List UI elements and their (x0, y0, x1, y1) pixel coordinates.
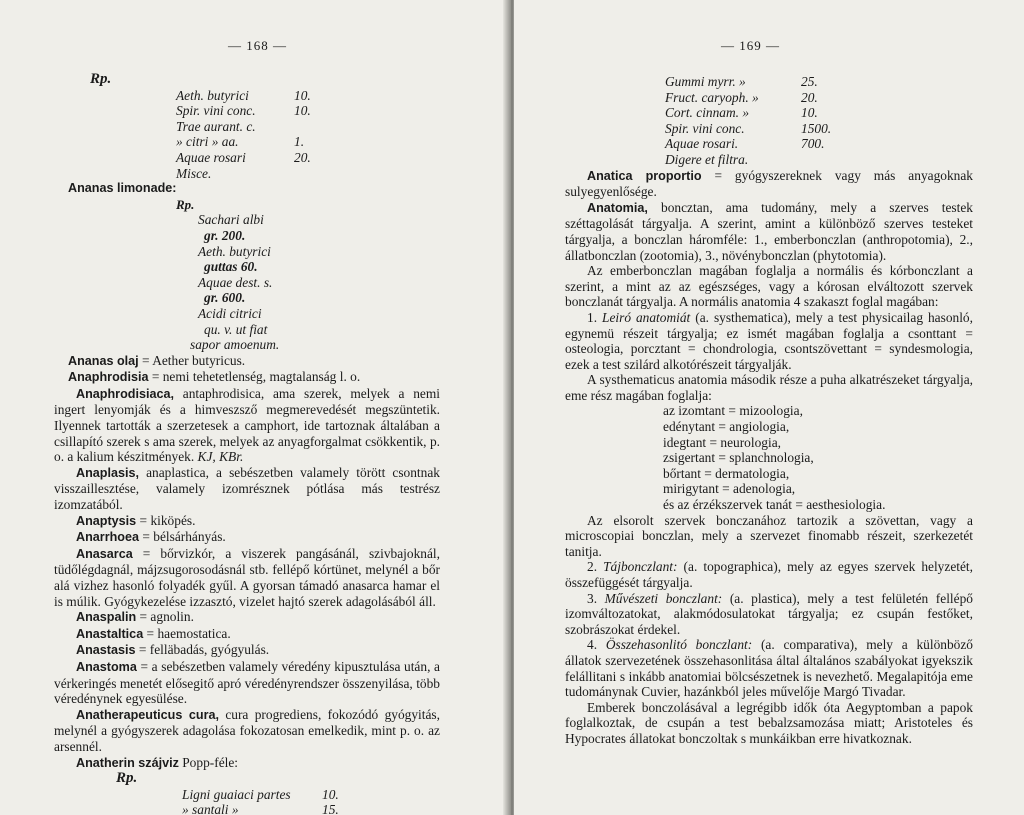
recipe-line (665, 90, 973, 106)
paragraph (565, 310, 973, 372)
page-number: — 168 — (228, 38, 287, 53)
ingredient-name: Spir. vini conc. (176, 103, 256, 119)
recipe-line: Aquae dest. s. (198, 274, 273, 290)
recipe-line (665, 121, 973, 137)
page-text (54, 72, 440, 815)
page-number: — 169 — (721, 38, 780, 53)
recipe-line: qu. v. ut fiat (204, 321, 268, 337)
paragraph: Az elsorolt szervek bonczanához tartozik a szövettan, vagy a microscopiai bonczlan, mely a szervezet finomabb részeit, szerkezetét tanitja. (565, 512, 973, 559)
entry-headword: Anaphrodisiaca, (76, 386, 174, 401)
recipe-line: Misce. (176, 165, 212, 181)
recipe-line (182, 787, 440, 803)
entry-text: = a sebészetben valamely véredény kipusztulása után, a vérkeringés menetét elősegitő apró véredényrendszer összenyilása, több véredénynek egyesülése. (54, 658, 440, 707)
entry-text: = felläbadás, gyógyulás. (135, 642, 270, 658)
right-page (514, 0, 1024, 815)
ingredient-name: Ligni guaiaci partes (182, 786, 291, 802)
ingredient-name: Fruct. caryoph. » (665, 89, 759, 105)
recipe-line: Acidi citrici (198, 305, 262, 321)
ingredient-name: Aeth. butyrici (176, 87, 249, 103)
paragraph (565, 559, 973, 590)
entry-headword: Anatherapeuticus cura, (76, 707, 219, 722)
entry-text: = kiköpés. (136, 512, 196, 528)
ingredient-quantity: 10. (294, 87, 311, 103)
entry-text: Popp-féle: (178, 754, 239, 770)
term: Tájbonczlant: (603, 559, 678, 575)
dictionary-entry (54, 659, 440, 707)
paragraph-text: (a. plastica), mely a test felületén fellépő izomváltozatokat, alakmódosulatokat tárgyalja; ez csupán festőket, szobrászokat érdekel. (565, 590, 973, 637)
entry-text: = haemostatica. (143, 625, 231, 641)
term: Leiró anatomiát (602, 309, 691, 325)
recipe-block (182, 787, 440, 815)
ingredient-quantity: 15. (322, 802, 339, 815)
recipe-line: Aeth. butyrici (198, 243, 271, 259)
dictionary-entry (54, 546, 440, 609)
recipe-line: gr. 600. (204, 290, 246, 306)
term-list (663, 403, 973, 512)
recipe-marker: Rp. (90, 71, 112, 87)
entry-headword: Anastaltica (76, 626, 144, 641)
entry-text: = bélsárhányás. (139, 529, 226, 545)
dictionary-entry (54, 465, 440, 513)
dictionary-entry (68, 353, 440, 370)
recipe-line (665, 74, 973, 90)
list-item: az izomtant = mizoologia, (663, 403, 803, 419)
recipe-line (176, 103, 440, 119)
entry-text: = nemi tehetetlenség, magtalanság l. o. (148, 369, 361, 385)
recipe-line (176, 119, 440, 135)
dictionary-entry (565, 200, 973, 263)
recipe-line: Sachari albi (198, 212, 264, 228)
entry-headword: Anaplasis, (76, 465, 139, 480)
list-item: mirigytant = adenologia, (663, 481, 796, 497)
recipe-marker: Rp. (176, 196, 195, 212)
entry-text: = bőrvizkór, a viszerek pangásánál, szivbajoknál, tüdőlégdagnál, májzsugorosodásnál stb. fellépő kórtünet, melynél a bőr alá vizhez hasonló folyadék gyűl. A gyorsan támadó anasarca hamar el is múlik. Gyógykezelése izzasztó, vizelet hajtó szerek adagolásából áll. (54, 545, 440, 609)
dictionary-entry (565, 168, 973, 200)
entry-text: boncztan, ama tudomány, mely a szerves testek széttagolását tárgyalja. A szerint, amint a különböző szerves testeket tárgyalja, a bonczlan háromféle: 1., emberbonczlan (anthropotomia), 2., állatbonczlan (zootomia), 3., növénybonczlan (phytotomia). (565, 199, 973, 263)
paragraph: Emberek bonczolásával a legrégibb idők óta Aegyptomban a papok foglalkoztak, de csupán a test bebalzsamozása miatt; Aristoteles és Hypocrates állatokat bonczoltak s munkáikban erre hivatkoznak. (565, 699, 973, 746)
dictionary-entry (54, 529, 440, 546)
recipe-line (176, 88, 440, 104)
dictionary-entry (54, 626, 440, 643)
entry-text: anaplastica, a sebészetben valamely törött csontnak visszaillesztése, valamely izomrésznek pótlása más testrész izomzatából. (54, 464, 440, 513)
recipe-line (176, 150, 440, 166)
recipe-marker: Rp. (116, 770, 138, 787)
recipe-block (190, 212, 440, 353)
entry-headword: Anasarca (76, 546, 133, 561)
entry-headword: Anaphrodisia (68, 370, 149, 385)
dictionary-entry (68, 369, 440, 386)
paragraph-text: (a. topographica), mely az egyes szervek helyzetét, összefüggését tárgyalja. (565, 559, 974, 590)
list-item: idegtant = neurologia, (663, 434, 781, 450)
dictionary-entry (54, 707, 440, 755)
list-item: zsigertant = splanchnologia, (663, 450, 814, 466)
entry-text: = agnolin. (136, 609, 194, 625)
dictionary-entry (54, 755, 440, 772)
list-number: 4. (587, 637, 606, 653)
list-number: 1. (587, 309, 602, 325)
left-page (0, 0, 510, 815)
recipe-block (665, 74, 973, 152)
ingredient-quantity: 20. (294, 149, 311, 165)
paragraph: Az emberbonczlan magában foglalja a normális és kórbonczlant a szerint, a mint az az egészséges, vagy a kórosan elváltozott szervek bonczlanát tárgyalja. A normális anatomia 4 szakaszt foglal magában: (565, 263, 973, 310)
ingredient-quantity: 10. (322, 786, 339, 802)
recipe-line (665, 136, 973, 152)
entry-headword: Anaspalin (76, 610, 137, 625)
entry-headword: Ananas olaj (68, 353, 139, 368)
ingredient-quantity: 10. (801, 105, 818, 121)
paragraph-text: (a. comparativa), mely a különböző állatok szervezetének összehasonlitása által általános szabályokat igyekszik felállitani s inkább anatomiai bölcsészetnek is nevezhető. Megalapitója eme tudománynak Cuvier, hazánkból jeles művelője Margó Tivadar. (565, 637, 973, 700)
ingredient-name: Cort. cinnam. » (665, 105, 750, 121)
page-text (565, 74, 973, 747)
ingredient-quantity: 700. (801, 136, 825, 152)
recipe-line (665, 105, 973, 121)
entry-headword: Anatomia, (587, 200, 648, 215)
entry-text: = Aether butyricus. (138, 352, 246, 368)
ingredient-quantity: 10. (294, 103, 311, 119)
entry-headword: Anastasis (76, 643, 136, 658)
recipe-line: guttas 60. (204, 259, 258, 275)
ingredient-name: Gummi myrr. » (665, 74, 746, 89)
entry-headword: Anatherin szájviz (76, 755, 179, 770)
entry-headword: Anarrhoea (76, 530, 139, 545)
term: Művészeti bonczlant: (604, 590, 723, 606)
dictionary-entry (54, 642, 440, 659)
paragraph (565, 591, 973, 638)
ingredient-quantity: 1500. (801, 120, 832, 136)
paragraph-text: (a. systhematica), mely a test physicailag hasonló, egynemü részeit tárgyalja; ez ismét magában foglalja a csonttant = osteologia, porcztant = chondrologia, csontszövettant = syndesmologia, ezek a test szilárd alkotórészeit tárgyalják. (565, 309, 973, 372)
ingredient-quantity: 1. (294, 134, 305, 150)
entry-headword: Anaptysis (76, 513, 137, 528)
recipe-line: Digere et filtra. (665, 151, 749, 167)
recipe-line: gr. 200. (204, 227, 246, 243)
ingredient-name: » santali » (182, 802, 239, 815)
entry-text: antaphrodisica, ama szerek, melyek a nemi ingert lenyomják és a himveszsző megmerevedését megszüntetik. Ilyennek tartották a szerzetesek a camphort, ide tartoznak általában a csillapító szerek s ama szerek, melyek az anyagforgalmat csökkentik, p. o. a kalium készitmények. (54, 385, 440, 465)
entry-text: = gyógyszereknek vagy más anyagoknak sulyegyenlősége. (565, 167, 974, 200)
ingredient-name: Aquae rosari. (665, 136, 739, 152)
recipe-line (176, 134, 440, 150)
list-number: 3. (587, 590, 605, 606)
ingredient-name: Trae aurant. c. (176, 118, 256, 134)
entry-headword: Anatica proportio (587, 168, 702, 183)
dictionary-entry (54, 386, 440, 465)
term: Összehasonlitó bonczlant: (605, 637, 753, 653)
entry-text: KJ, KBr. (194, 449, 244, 465)
entry-text: cura progrediens, fokozódó gyógyitás, melynél a gyógyszerek adagolása fokozatosan emelkedik, mint p. o. az arsennél. (54, 706, 440, 754)
ingredient-name: Aquae rosari (176, 149, 246, 165)
paragraph (565, 637, 973, 699)
ingredient-quantity: 20. (801, 89, 818, 105)
dictionary-entry (54, 513, 440, 530)
entry-headword: Ananas limonade: (68, 181, 177, 196)
ingredient-quantity: 25. (801, 74, 818, 89)
ingredient-name: » citri » aa. (176, 134, 239, 150)
recipe-line (182, 802, 440, 815)
entry-headword: Anastoma (76, 659, 137, 674)
list-item: bőrtant = dermatologia, (663, 465, 790, 481)
recipe-line: sapor amoenum. (190, 337, 280, 353)
list-number: 2. (587, 559, 604, 575)
list-item: edénytant = angiologia, (663, 419, 790, 435)
dictionary-entry (54, 609, 440, 626)
ingredient-name: Spir. vini conc. (665, 120, 745, 136)
list-item: és az érzékszervek tanát = aesthesiologia. (663, 497, 886, 513)
paragraph: A systhematicus anatomia második része a puha alkatrészeket tárgyalja, eme rész magában foglalja: (565, 372, 973, 403)
recipe-block (176, 88, 440, 166)
